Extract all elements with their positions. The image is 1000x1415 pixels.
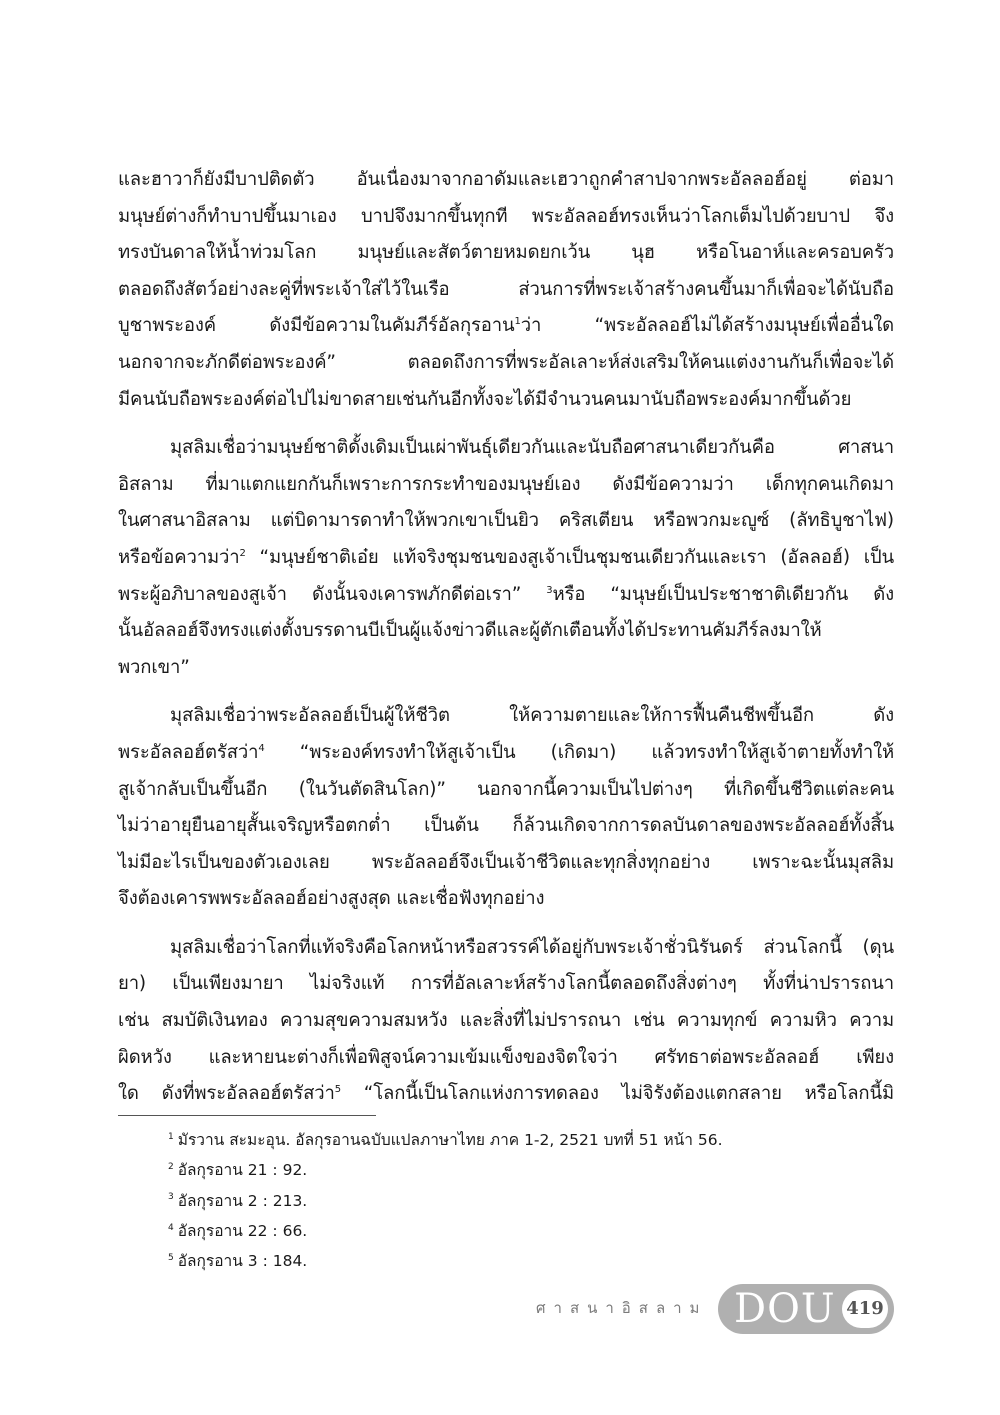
text-segment: “โลกนี้เป็นโลกแห่งการทดลอง ไม่จิรังต้องแตกสลาย หรือโลกนี้มิ (340, 1083, 894, 1105)
footnote-text: อัลกุรอาน 21 : 92. (177, 1161, 308, 1180)
paragraph (118, 162, 894, 418)
text-line: และฮาวาก็ยังมีบาปติดตัว อันเนื่องมาจากอาดัมและเฮวาถูกคำสาปจากพระอัลลอฮ์อยู่ ต่อมา (118, 169, 894, 190)
text-segment: หรือข้อความว่า (118, 546, 240, 568)
footnote-number: 1 (168, 1131, 174, 1142)
text-line: ในศาสนาอิสลาม แต่บิดามารดาทำให้พวกเขาเป็นยิว คริสเตียน หรือพวกมะญูซ์ (ลัทธิบูชาไฟ) (118, 510, 894, 532)
footnote-text: อัลกุรอาน 22 : 66. (177, 1221, 308, 1240)
footnote (168, 1125, 723, 1155)
text-line: ยา) เป็นเพียงมายา ไม่จริงแท้ การที่อัลเลาะห์สร้างโลกนี้ตลอดถึงสิ่งต่างๆ ทั้งที่น่าปรารถนา (118, 973, 894, 995)
text-line: ไม่มีอะไรเป็นของตัวเองเลย พระอัลลอฮ์จึงเป็นเจ้าชีวิตและทุกสิ่งทุกอย่าง เพราะฉะนั้นมุสลิม (118, 851, 894, 873)
text-line: ไม่ว่าอายุยืนอายุสั้นเจริญหรือตกต่ำ เป็นต้น ก็ล้วนเกิดจากการดลบันดาลของพระอัลลอฮ์ทั้งสิ้น (118, 815, 894, 837)
text-line: พวกเขา” (118, 656, 190, 678)
footnote-text: อัลกุรอาน 3 : 184. (177, 1252, 308, 1271)
text-line: จึงต้องเคารพพระอัลลอฮ์อย่างสูงสุด และเชื่อฟังทุกอย่าง (118, 888, 545, 910)
text-line: สูเจ้ากลับเป็นขึ้นอีก (ในวันตัดสินโลก)” นอกจากนี้ความเป็นไปต่างๆ ที่เกิดขึ้นชีวิตแต่ละคน (118, 778, 894, 800)
text-line (118, 577, 894, 614)
footnote-ref[interactable]: 4 (258, 742, 265, 754)
footnote-divider (118, 1115, 376, 1116)
footnote (168, 1216, 723, 1246)
text-segment: “พระองค์ทรงทำให้สูเจ้าเป็น (เกิดมา) แล้วทรงทำให้สูเจ้าตายทั้งทำให้ (264, 741, 894, 763)
text-line: ตลอดถึงสัตว์อย่างละคู่ที่พระเจ้าใส่ไว้ในเรือ ส่วนการที่พระเจ้าสร้างคนขึ้นมาก็เพื่อจะได้นับถือ (118, 278, 894, 300)
paragraph (118, 930, 894, 1113)
text-segment: “มนุษย์ชาติเอ๋ย แท้จริงชุมชนของสูเจ้าเป็นชุมชนเดียวกันและเรา (อัลลอฮ์) เป็น (245, 546, 894, 568)
text-line: ทรงบันดาลให้น้ำท่วมโลก มนุษย์และสัตว์ตายหมดยกเว้น นุฮ หรือโนอาห์และครอบครัว (118, 242, 894, 264)
text-line: มุสลิมเชื่อว่าโลกที่แท้จริงคือโลกหน้าหรือสวรรค์ได้อยู่กับพระเจ้าชั่วนิรันดร์ ส่วนโลกนี้ (ดุน (170, 936, 894, 958)
footnote (168, 1246, 723, 1276)
text-line: มีคนนับถือพระองค์ต่อไปไม่ขาดสายเช่นกันอีกทั้งจะได้มีจำนวนคนมานับถือพระองค์มากขึ้นด้วย (118, 388, 852, 410)
text-line: นั้นอัลลอฮ์จึงทรงแต่งตั้งบรรดานบีเป็นผู้แจ้งข่าวดีและผู้ตักเตือนทั้งได้ประทานคัมภีร์ลงมาให้ (118, 620, 822, 642)
paragraph (118, 698, 894, 918)
footnote-ref[interactable]: 2 (239, 547, 246, 559)
footnote-ref[interactable]: 3 (546, 584, 553, 596)
footnote-number: 4 (168, 1222, 174, 1233)
body-text (118, 162, 894, 1113)
footnote-text: อัลกุรอาน 2 : 213. (177, 1191, 308, 1210)
text-segment: พระผู้อภิบาลของสูเจ้า ดังนั้นจงเคารพภักดีต่อเรา” (118, 583, 547, 605)
text-line (118, 540, 894, 577)
text-line: มุสลิมเชื่อว่าพระอัลลอฮ์เป็นผู้ให้ชีวิต ให้ความตายและให้การฟื้นคืนชีพขึ้นอีก ดัง (170, 705, 894, 727)
text-line: มุสลิมเชื่อว่ามนุษย์ชาติดั้งเดิมเป็นเผ่าพันธุ์เดียวกันและนับถือศาสนาเดียวกันคือ ศาสนา (170, 437, 894, 459)
text-line (118, 735, 894, 772)
text-segment: ว่า “พระอัลลอฮ์ไม่ได้สร้างมนุษย์เพื่ออื่นใด (520, 315, 894, 337)
text-segment: พระอัลลอฮ์ตรัสว่า (118, 741, 259, 763)
text-segment: หรือ “มนุษย์เป็นประชาชาติเดียวกัน ดัง (552, 583, 895, 605)
dou-logo-badge (718, 1284, 894, 1334)
text-line (118, 308, 894, 345)
footnote-number: 2 (168, 1162, 174, 1173)
footnotes (168, 1125, 723, 1276)
text-line: เช่น สมบัติเงินทอง ความสุขความสมหวัง และสิ่งที่ไม่ปรารถนา เช่น ความทุกข์ ความหิว ความ (118, 1010, 894, 1032)
text-line: ผิดหวัง และหายนะต่างก็เพื่อพิสูจน์ความเข้มแข็งของจิตใจว่า ศรัทธาต่อพระอัลลอฮ์ เพียง (118, 1046, 894, 1068)
paragraph (118, 430, 894, 686)
text-line: มนุษย์ต่างก็ทำบาปขึ้นมาเอง บาปจึงมากขึ้นทุกที พระอัลลอฮ์ทรงเห็นว่าโลกเต็มไปด้วยบาป จึง (118, 205, 894, 227)
dou-logo-text: DOU (734, 1286, 836, 1332)
footnote-ref[interactable]: 5 (334, 1084, 341, 1096)
text-segment: บูชาพระองค์ ดังมีข้อความในคัมภีร์อัลกุรอาน (118, 315, 515, 337)
footnote-number: 5 (168, 1253, 174, 1264)
text-line: อิสลาม ที่มาแตกแยกกันก็เพราะการกระทำของมนุษย์เอง ดังมีข้อความว่า เด็กทุกคนเกิดมา (118, 473, 894, 495)
footnote-number: 3 (168, 1192, 174, 1203)
footnote (168, 1186, 723, 1216)
footnote-ref[interactable]: 1 (514, 316, 521, 328)
text-segment: ใด ดังที่พระอัลลอฮ์ตรัสว่า (118, 1083, 335, 1105)
text-line (118, 1076, 894, 1113)
footnote-text: มัรวาน สะมะอุน. อัลกุรอานฉบับแปลภาษาไทย ภาค 1-2, 2521 บทที่ 51 หน้า 56. (177, 1131, 723, 1149)
footnote (168, 1155, 723, 1185)
running-title: ศาสนาอิสลาม (536, 1299, 708, 1317)
page-number: 419 (842, 1290, 888, 1328)
text-line: นอกจากจะภักดีต่อพระองค์” ตลอดถึงการที่พระอัลเลาะห์ส่งเสริมให้คนแต่งงานกันก็เพื่อจะได้ (118, 351, 894, 373)
